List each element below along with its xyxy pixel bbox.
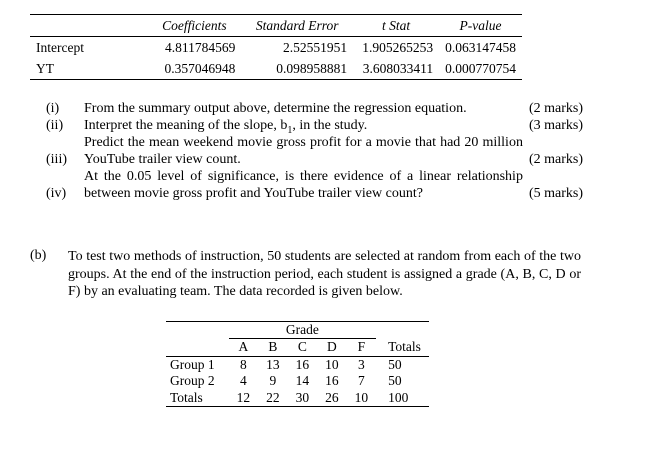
col-header-f: F (347, 339, 377, 357)
totals-a: 12 (236, 389, 251, 405)
group-1-d: 10 (325, 356, 339, 372)
group-2-b: 9 (269, 373, 277, 388)
question-i (46, 100, 583, 117)
col-header-coefficients: Coefficients (147, 15, 241, 37)
group-1-f: 3 (358, 356, 365, 372)
empty-cell (376, 321, 429, 339)
grade-group-header-row (166, 321, 429, 339)
question-text-part: , in the study. (292, 118, 368, 133)
row-label-group-1: Group 1 (170, 356, 215, 372)
col-header-a: A (229, 339, 259, 357)
totals-c: 30 (295, 389, 310, 405)
group-1-a: 8 (240, 356, 247, 372)
intercept-coefficient: 4.811784569 (165, 40, 236, 55)
question-marks: (3 marks) (528, 118, 583, 133)
table-row-totals (166, 390, 429, 407)
part-b-paragraph (30, 248, 581, 301)
slope-subscript: 1 (287, 124, 293, 136)
group-2-f: 7 (358, 373, 365, 388)
question-marks: (2 marks) (528, 152, 583, 167)
group-2-a: 4 (240, 373, 247, 388)
group-2-d: 16 (325, 373, 339, 388)
table-row-group-1 (166, 356, 429, 373)
totals-f: 10 (354, 389, 369, 405)
empty-cell (166, 321, 229, 339)
yt-p-value: 0.000770754 (445, 61, 516, 76)
question-text-part: Interpret the meaning of the slope, b (84, 118, 288, 133)
row-label-yt: YT (36, 61, 54, 76)
part-b-label: (b) (30, 248, 47, 263)
group-1-b: 13 (266, 356, 280, 372)
col-header-totals: Totals (376, 339, 429, 357)
question-marks: (5 marks) (528, 186, 583, 201)
grade-column-header-row (166, 339, 429, 357)
table-row-intercept (30, 37, 522, 59)
col-header-c: C (288, 339, 318, 357)
regression-header-row (30, 15, 522, 37)
question-marks: (2 marks) (528, 101, 583, 116)
col-header-t-stat: t Stat (353, 15, 439, 37)
row-label-intercept: Intercept (36, 40, 84, 55)
question-text: From the summary output above, determine the regression equation. (84, 101, 467, 116)
question-text: Predict the mean weekend movie gross profit for a movie that had 20 million YouTube trailer view count. (84, 135, 523, 167)
yt-t-stat: 3.608033411 (362, 61, 434, 76)
group-1-total: 50 (388, 356, 402, 372)
group-2-total: 50 (388, 373, 402, 388)
intercept-t-stat: 1.905265253 (362, 40, 434, 55)
question-number: (iv) (46, 186, 67, 201)
regression-summary-table (30, 14, 522, 80)
question-text (84, 117, 523, 134)
col-header-b: B (258, 339, 288, 357)
grade-frequency-table (166, 321, 429, 408)
empty-corner-cell (30, 15, 147, 37)
totals-grand-total: 100 (388, 389, 409, 405)
question-ii (46, 117, 583, 134)
part-b-text: To test two methods of instruction, 50 students are selected at random from each of the two groups. At the end of the instruction period, each student is assigned a grade (A, B, C, D or F) by an evaluating team. The data recorded is given below. (68, 249, 581, 299)
totals-d: 26 (325, 389, 339, 405)
question-iii (46, 134, 583, 168)
yt-coefficient: 0.357046948 (164, 61, 236, 76)
question-number: (ii) (46, 118, 64, 133)
group-1-c: 16 (295, 356, 310, 372)
totals-b: 22 (266, 389, 280, 405)
intercept-standard-error: 2.52551951 (282, 40, 348, 55)
row-label-group-2: Group 2 (170, 373, 215, 388)
yt-standard-error: 0.098958881 (276, 61, 348, 76)
group-2-c: 14 (295, 373, 310, 388)
question-number: (i) (46, 101, 60, 116)
table-row-group-2 (166, 373, 429, 390)
intercept-p-value: 0.063147458 (445, 40, 516, 55)
col-header-p-value: P-value (439, 15, 522, 37)
question-text: At the 0.05 level of significance, is there evidence of a linear relationship between movie gross profit and YouTube trailer view count? (84, 169, 523, 201)
question-list (46, 100, 583, 202)
grade-group-header: Grade (229, 321, 377, 339)
row-label-totals: Totals (170, 389, 203, 405)
table-row-yt (30, 58, 522, 80)
question-iv (46, 168, 583, 202)
empty-cell (166, 339, 229, 357)
col-header-d: D (317, 339, 347, 357)
question-number: (iii) (46, 152, 67, 167)
col-header-standard-error: Standard Error (241, 15, 353, 37)
